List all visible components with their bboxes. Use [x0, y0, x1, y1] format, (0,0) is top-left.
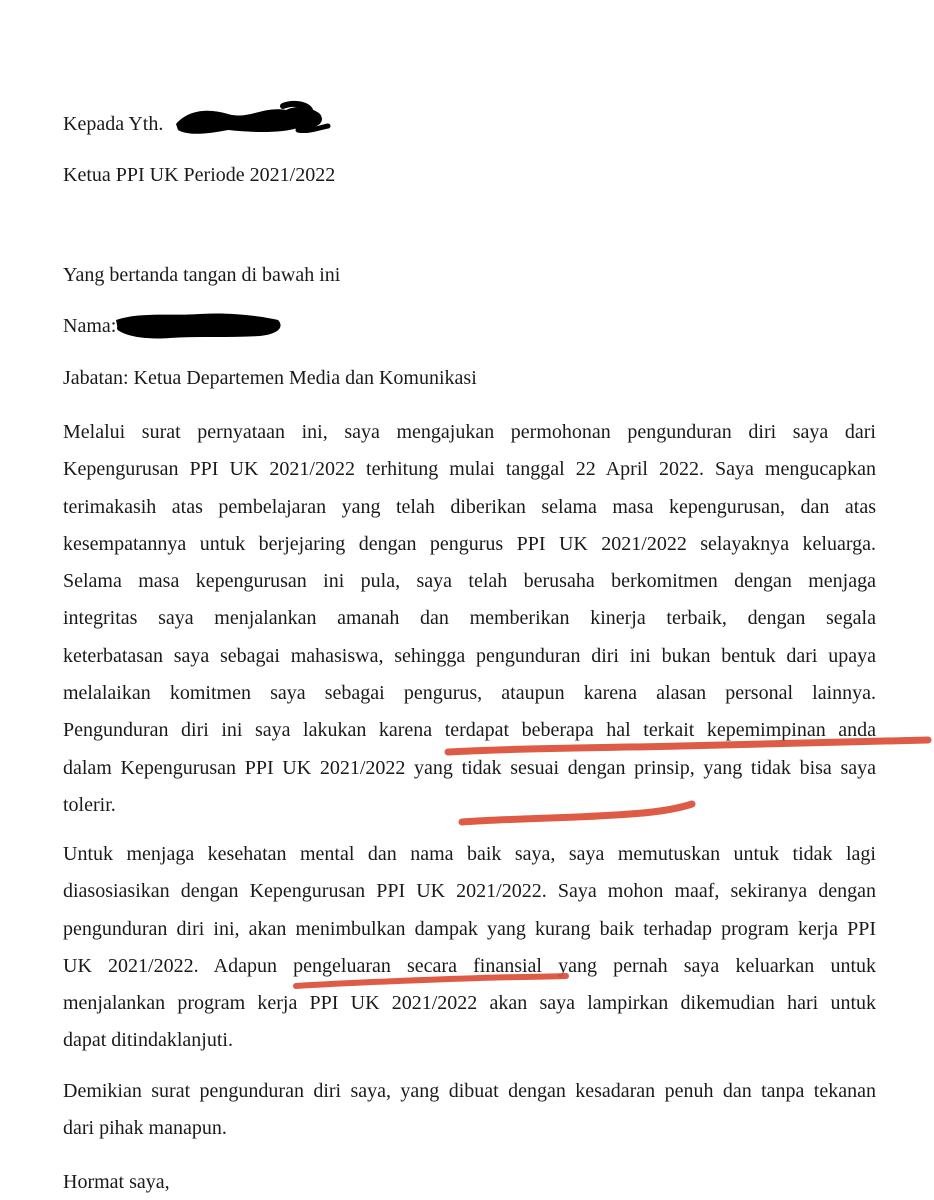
paragraph-2-line: Untuk menjaga kesehatan mental dan nama baik saya, saya memutuskan untuk tidak lagi [63, 843, 876, 865]
paragraph-2-line: diasosiasikan dengan Kepengurusan PPI UK 2021/2022. Saya mohon maaf, sekiranya dengan [63, 880, 876, 903]
paragraph-1-line: integritas saya menjalankan amanah dan memberikan kinerja terbaik, dengan segala [63, 607, 876, 630]
paragraph-1-line: dalam Kepengurusan PPI UK 2021/2022 yang tidak sesuai dengan prinsip, yang tidak bisa saya [63, 756, 876, 779]
paragraph-2 [63, 842, 876, 1066]
paragraph-1-line: Melalui surat pernyataan ini, saya mengajukan permohonan pengunduran diri saya dari [63, 421, 876, 443]
recipient-name-redaction [168, 100, 338, 140]
paragraph-1-line: Kepengurusan PPI UK 2021/2022 terhitung mulai tanggal 22 April 2022. Saya mengucapkan [63, 458, 876, 481]
paragraph-1 [63, 420, 876, 830]
paragraph-1-line: melalaikan komitmen saya sebagai pengurus, ataupun karena alasan personal lainnya. [63, 682, 876, 705]
paragraph-3-line: dari pihak manapun. [63, 1117, 227, 1140]
paragraph-1-line: tolerir. [63, 793, 116, 816]
name-redaction [110, 306, 290, 342]
paragraph-1-line: terimakasih atas pembelajaran yang telah diberikan selama masa kepengurusan, dan atas [63, 495, 876, 518]
paragraph-1-line: Selama masa kepengurusan ini pula, saya telah berusaha berkomitmen dengan menjaga [63, 570, 876, 593]
paragraph-2-line: menjalankan program kerja PPI UK 2021/2022 akan saya lampirkan dikemudian hari untuk [63, 992, 876, 1015]
recipient-title: Ketua PPI UK Periode 2021/2022 [63, 164, 336, 186]
paragraph-2-line: dapat ditindaklanjuti. [63, 1029, 233, 1052]
recipient-prefix: Kepada Yth. [63, 113, 164, 135]
paragraph-3-line: Demikian surat pengunduran diri saya, yang dibuat dengan kesadaran penuh dan tanpa tekanan [63, 1080, 876, 1102]
paragraph-3 [63, 1079, 876, 1154]
paragraph-2-line: pengunduran diri ini, akan menimbulkan dampak yang kurang baik terhadap program kerja PPI [63, 917, 876, 940]
intro-line: Yang bertanda tangan di bawah ini [63, 264, 341, 286]
closing: Hormat saya, [63, 1171, 170, 1193]
paragraph-1-line: kesempatannya untuk berjejaring dengan pengurus PPI UK 2021/2022 selayaknya keluarga. [63, 532, 876, 555]
paragraph-2-line: UK 2021/2022. Adapun pengeluaran secara finansial yang pernah saya keluarkan untuk [63, 954, 876, 977]
position-line: Jabatan: Ketua Departemen Media dan Komunikasi [63, 367, 477, 389]
paragraph-1-line: keterbatasan saya sebagai mahasiswa, sehingga pengunduran diri ini bukan bentuk dari upaya [63, 644, 876, 667]
paragraph-1-line: Pengunduran diri ini saya lakukan karena terdapat beberapa hal terkait kepemimpinan anda [63, 719, 876, 742]
name-label: Nama: [63, 315, 117, 337]
